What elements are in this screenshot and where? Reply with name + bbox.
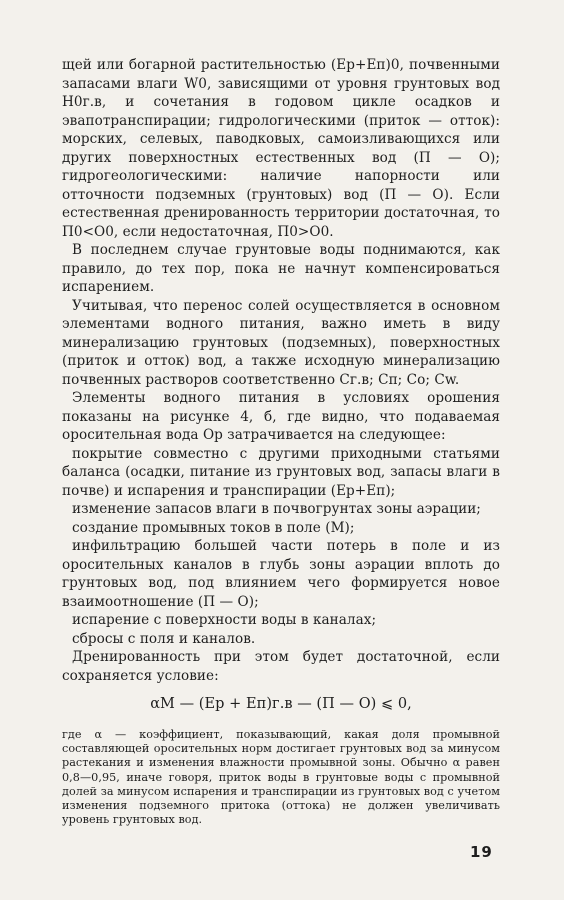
paragraph-3: Учитывая, что перенос солей осуществляется в основном элементами водного питания, важно иметь в виду минерализацию грунтовых (подземных), поверхностных (приток и отток) вод, а также исходную минерализацию почвенных растворов соответственно Cг.в; Cп; Cо; Cw. (62, 297, 500, 388)
paragraph-1: щей или богарной растительностью (Eр+Eп)0, почвенными запасами влаги W0, зависящими от уровня грунтовых вод H0г.в, и сочетания в годовом цикле осадков и эвапотранспирации; гидрологическими (приток — отток): морских, селевых, паводковых, самоизливающихся или других поверхностных естественных вод (П — О); гидрогеологическими: наличие напорности или отточности подземных (грунтовых) вод (П — О). Если естественная дренированность территории достаточная, то П0<О0, если недостаточная, П0>О0. (62, 57, 500, 240)
paragraph-2: В последнем случае грунтовые воды поднимаются, как правило, до тех пор, пока не начнут компенсироваться испарением. (62, 242, 500, 295)
list-item-4: инфильтрацию большей части потерь в поле и из оросительных каналов в глубь зоны аэрации вплоть до грунтовых вод, под влиянием чего формируется новое взаимоотношение (П — О); (62, 538, 500, 610)
page-number: 19 (470, 843, 493, 861)
list-item-3: создание промывных токов в поле (М); (72, 519, 355, 536)
footnote: где α — коэффициент, показывающий, какая доля промывной составляющей оросительных норм достигает грунтовых вод за минусом растекания и изменения влажности промывной зоны. Обычно α равен 0,8—0,95, иначе говоря, приток воды в грунтовые воды с промывной долей за минусом испарения и транспирации из грунтовых вод с учетом изменения подземного притока (оттока) не должен увеличивать уровень грунтовых вод. (62, 728, 500, 827)
main-text (62, 56, 500, 827)
drainage-condition-formula: αM — (Eр + Eп)г.в — (П — О) ⩽ 0, (150, 696, 412, 712)
list-item-5: испарение с поверхности воды в каналах; (72, 612, 377, 628)
paragraph-4: Элементы водного питания в условиях орошения показаны на рисунке 4, б, где видно, что подаваемая оросительная вода Ор затрачивается на следующее: (62, 390, 500, 443)
paragraph-5: Дренированность при этом будет достаточной, если сохраняется условие: (62, 649, 500, 684)
list-item-2: изменение запасов влаги в почвогрунтах зоны аэрации; (72, 501, 481, 517)
list-item-1: покрытие совместно с другими приходными статьями баланса (осадки, питание из грунтовых вод, запасы влаги в почве) и испарения и транспирации (Eр+Eп); (62, 445, 500, 499)
list-item-6: сбросы с поля и каналов. (72, 630, 256, 647)
